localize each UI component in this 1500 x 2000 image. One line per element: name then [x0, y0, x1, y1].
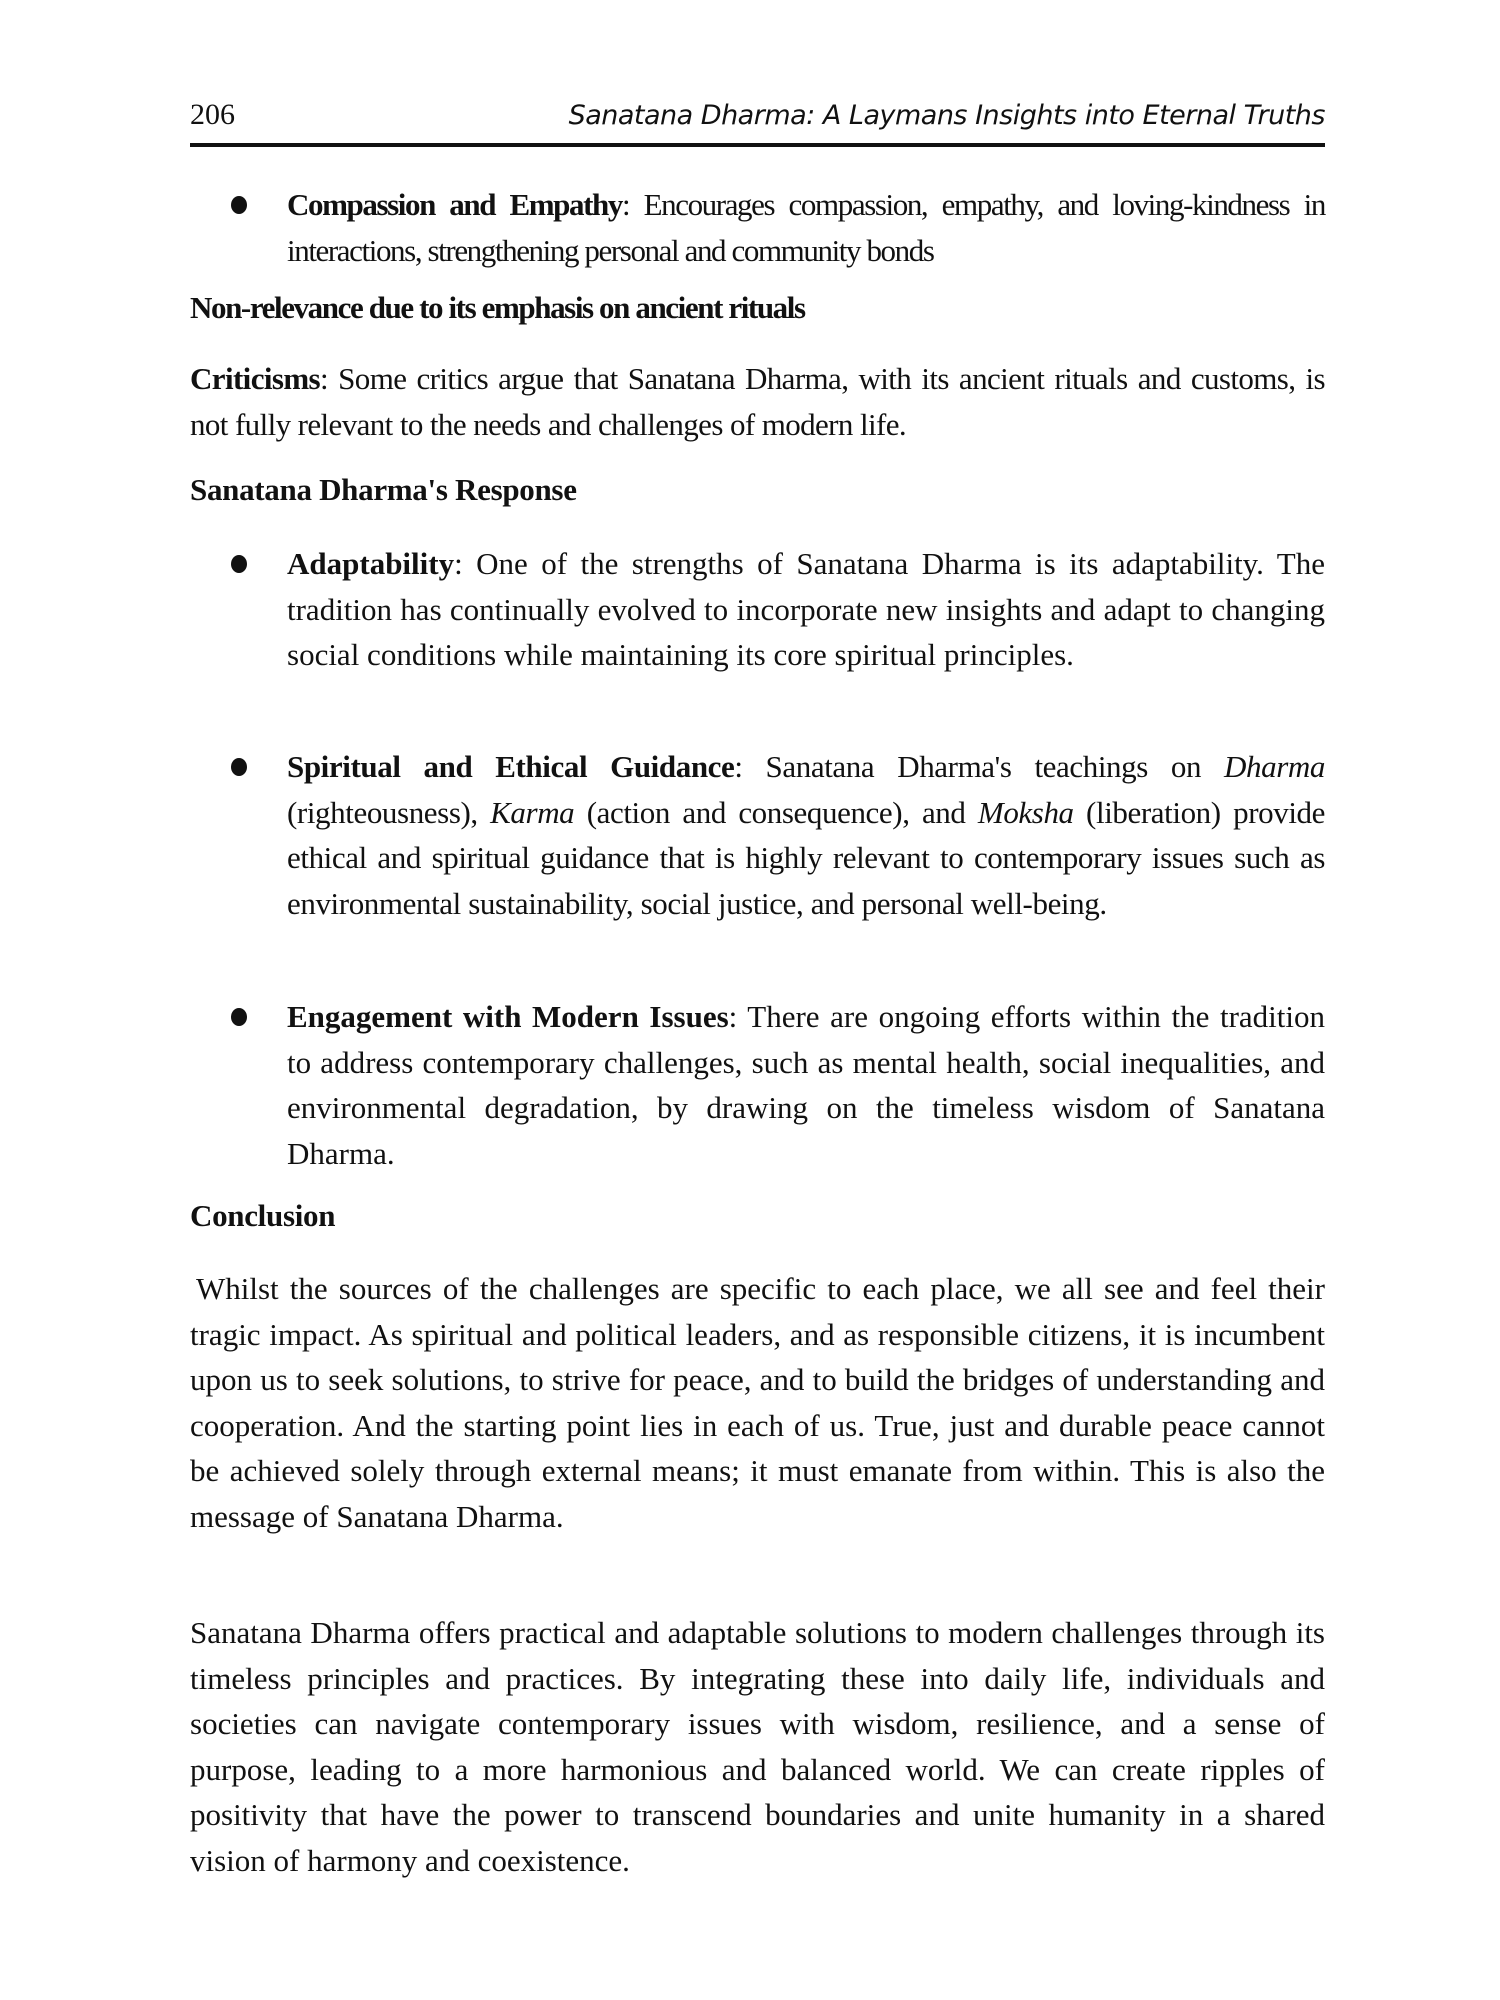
bullet-guidance: [287, 744, 1325, 926]
criticism-text: : Some critics argue that Sanatana Dharma, with its ancient rituals and customs, is not fully relevant to the needs and challenges of modern life.: [190, 361, 1325, 442]
bullet-icon: [231, 758, 247, 776]
header-rule: [190, 143, 1325, 147]
bullet-icon: [231, 196, 247, 214]
bullet-text: : There are ongoing efforts within the tradition to address contemporary challenges, such as mental health, social inequalities, and environmental degradation, by drawing on the timeless wisdom of Sanatana Dharma.: [287, 999, 1325, 1171]
term-karma: Karma: [490, 794, 575, 830]
bullet-text: : One of the strengths of Sanatana Dharma is its adaptability. The tradition has continually evolved to incorporate new insights and adapt to changing social conditions while maintaining its core spiritual principles.: [287, 546, 1325, 672]
bullet-engagement: [287, 994, 1325, 1176]
section-heading-conclusion: Conclusion: [190, 1198, 336, 1233]
term-dharma: Dharma: [1224, 749, 1325, 784]
page-number: 206: [190, 98, 235, 131]
conclusion-paragraph-2: Sanatana Dharma offers practical and adaptable solutions to modern challenges through its timeless principles and practices. By integrating these into daily life, individuals and societies can navigate contemporary issues with wisdom, resilience, and a sense of purpose, leading to a more harmonious and balanced world. We can create ripples of positivity that have the power to transcend boundaries and unite humanity in a shared vision of harmony and coexistence.: [190, 1615, 1325, 1878]
running-header: [190, 98, 1325, 142]
section-heading-response: Sanatana Dharma's Response: [190, 472, 577, 507]
bullet-term: Adaptability: [287, 546, 455, 581]
bullet-text: : Sanatana Dharma's teachings on: [734, 749, 1225, 784]
bullet-icon: [231, 1008, 247, 1026]
bullet-term: Engagement with Modern Issues: [287, 999, 729, 1034]
section-heading-non-relevance: Non-relevance due to its emphasis on ancient rituals: [190, 290, 805, 325]
bullet-text: (righteousness),: [287, 794, 491, 830]
bullet-text: (action and consequence), and: [574, 794, 978, 830]
bullet-adaptability: [287, 541, 1325, 678]
term-moksha: Moksha: [977, 794, 1074, 830]
criticism-label: Criticisms: [190, 361, 321, 396]
criticism-paragraph: [190, 356, 1325, 447]
bullet-icon: [231, 555, 247, 573]
bullet-term: Compassion and Empathy: [287, 187, 622, 222]
bullet-text: (liberation) provide ethical and spiritual guidance that is highly relevant to contemporary issues such as environmental sustainability, social justice, and personal well-being.: [287, 794, 1325, 921]
running-title: Sanatana Dharma: A Laymans Insights into Eternal Truths: [568, 100, 1325, 131]
bullet-text: : Encourages compassion, empathy, and loving-kindness in interactions, strengthening personal and community bonds: [287, 187, 1325, 268]
bullet-compassion: [287, 182, 1325, 273]
conclusion-paragraph-1: Whilst the sources of the challenges are specific to each place, we all see and feel their tragic impact. As spiritual and political leaders, and as responsible citizens, it is incumbent upon us to seek solutions, to strive for peace, and to build the bridges of understanding and cooperation. And the starting point lies in each of us. True, just and durable peace cannot be achieved solely through external means; it must emanate from within. This is also the message of Sanatana Dharma.: [190, 1271, 1325, 1534]
bullet-term: Spiritual and Ethical Guidance: [287, 749, 735, 784]
